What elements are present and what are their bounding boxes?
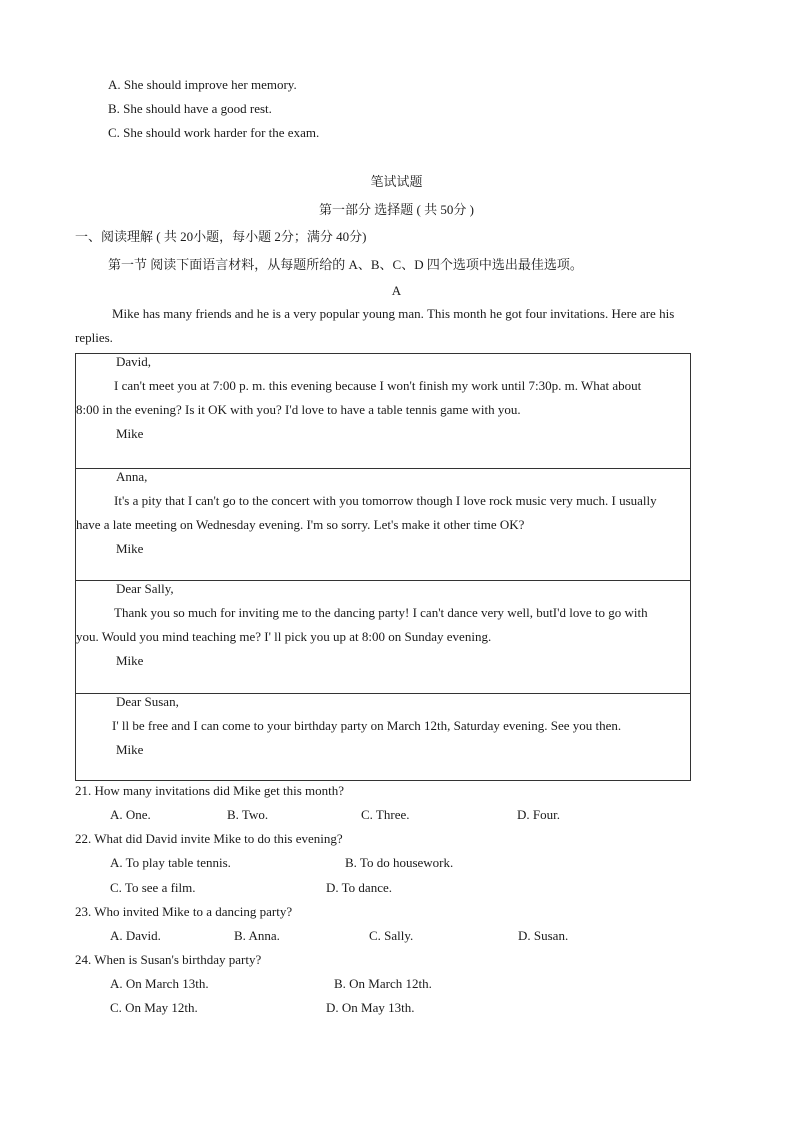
letter-signature: Mike xyxy=(116,653,144,668)
prev-option-b: B. She should have a good rest. xyxy=(108,101,272,116)
reading-header: 一、阅读理解 ( 共 20小题，每小题 2分；满分 40分) xyxy=(75,229,367,244)
question-22-option-d: D. To dance. xyxy=(326,880,392,895)
letter-body-line-1: It's a pity that I can't go to the concert with you tomorrow though I love rock music very much. I usually xyxy=(114,493,657,508)
question-24-option-d: D. On May 13th. xyxy=(326,1000,415,1015)
question-21-stem: 21. How many invitations did Mike get this month? xyxy=(75,783,345,798)
letter-sally xyxy=(76,580,690,694)
question-24-option-b: B. On March 12th. xyxy=(334,976,432,991)
prev-option-c: C. She should work harder for the exam. xyxy=(108,125,320,140)
letter-signature: Mike xyxy=(116,426,144,441)
prev-option-a: A. She should improve her memory. xyxy=(108,77,297,92)
letter-anna xyxy=(76,468,690,581)
part-title: 第一部分 选择题 ( 共 50分 ) xyxy=(319,202,474,217)
letter-greeting: Anna, xyxy=(116,469,148,484)
question-23-option-b: B. Anna. xyxy=(234,928,280,943)
letter-greeting: Dear Susan, xyxy=(116,694,179,709)
letters-table xyxy=(75,353,691,781)
question-23-option-a: A. David. xyxy=(110,928,161,943)
letter-body-line-1: I can't meet you at 7:00 p. m. this evening because I won't finish my work until 7:30p. m. What about xyxy=(114,378,642,393)
section-title: 笔试试题 xyxy=(370,174,423,189)
question-21-option-a: A. One. xyxy=(110,807,151,822)
question-22-option-b: B. To do housework. xyxy=(345,855,454,870)
question-22-option-a: A. To play table tennis. xyxy=(110,855,231,870)
letter-signature: Mike xyxy=(116,742,144,757)
letter-body-line-2: 8:00 in the evening? Is it OK with you? I'd love to have a table tennis game with you. xyxy=(76,402,521,417)
question-24-stem: 24. When is Susan's birthday party? xyxy=(75,952,262,967)
question-23-option-d: D. Susan. xyxy=(518,928,569,943)
letter-susan xyxy=(76,693,690,780)
intro-line-2: replies. xyxy=(75,330,113,345)
letter-body-line-1: I' ll be free and I can come to your birthday party on March 12th, Saturday evening. See you then. xyxy=(112,718,622,733)
question-24-option-a: A. On March 13th. xyxy=(110,976,209,991)
letter-david xyxy=(76,354,690,469)
letter-body-line-2: you. Would you mind teaching me? I' ll pick you up at 8:00 on Sunday evening. xyxy=(76,629,492,644)
letter-body-line-1: Thank you so much for inviting me to the dancing party! I can't dance very well, butI'd love to go with xyxy=(114,605,648,620)
letter-greeting: Dear Sally, xyxy=(116,581,174,596)
letter-greeting: David, xyxy=(116,354,152,369)
passage-label: A xyxy=(391,283,402,298)
question-23-option-c: C. Sally. xyxy=(369,928,414,943)
question-21-option-d: D. Four. xyxy=(517,807,560,822)
question-24-option-c: C. On May 12th. xyxy=(110,1000,198,1015)
question-22-option-c: C. To see a film. xyxy=(110,880,196,895)
letter-body-line-2: have a late meeting on Wednesday evening. I'm so sorry. Let's make it other time OK? xyxy=(76,517,525,532)
letter-signature: Mike xyxy=(116,541,144,556)
question-21-option-b: B. Two. xyxy=(227,807,269,822)
question-21-option-c: C. Three. xyxy=(361,807,410,822)
instruction: 第一节 阅读下面语言材料，从每题所给的 A、B、C、D 四个选项中选出最佳选项。 xyxy=(108,257,583,272)
intro-line-1: Mike has many friends and he is a very popular young man. This month he got four invitations. Here are his xyxy=(112,306,675,321)
question-23-stem: 23. Who invited Mike to a dancing party? xyxy=(75,904,293,919)
question-22-stem: 22. What did David invite Mike to do this evening? xyxy=(75,831,343,846)
